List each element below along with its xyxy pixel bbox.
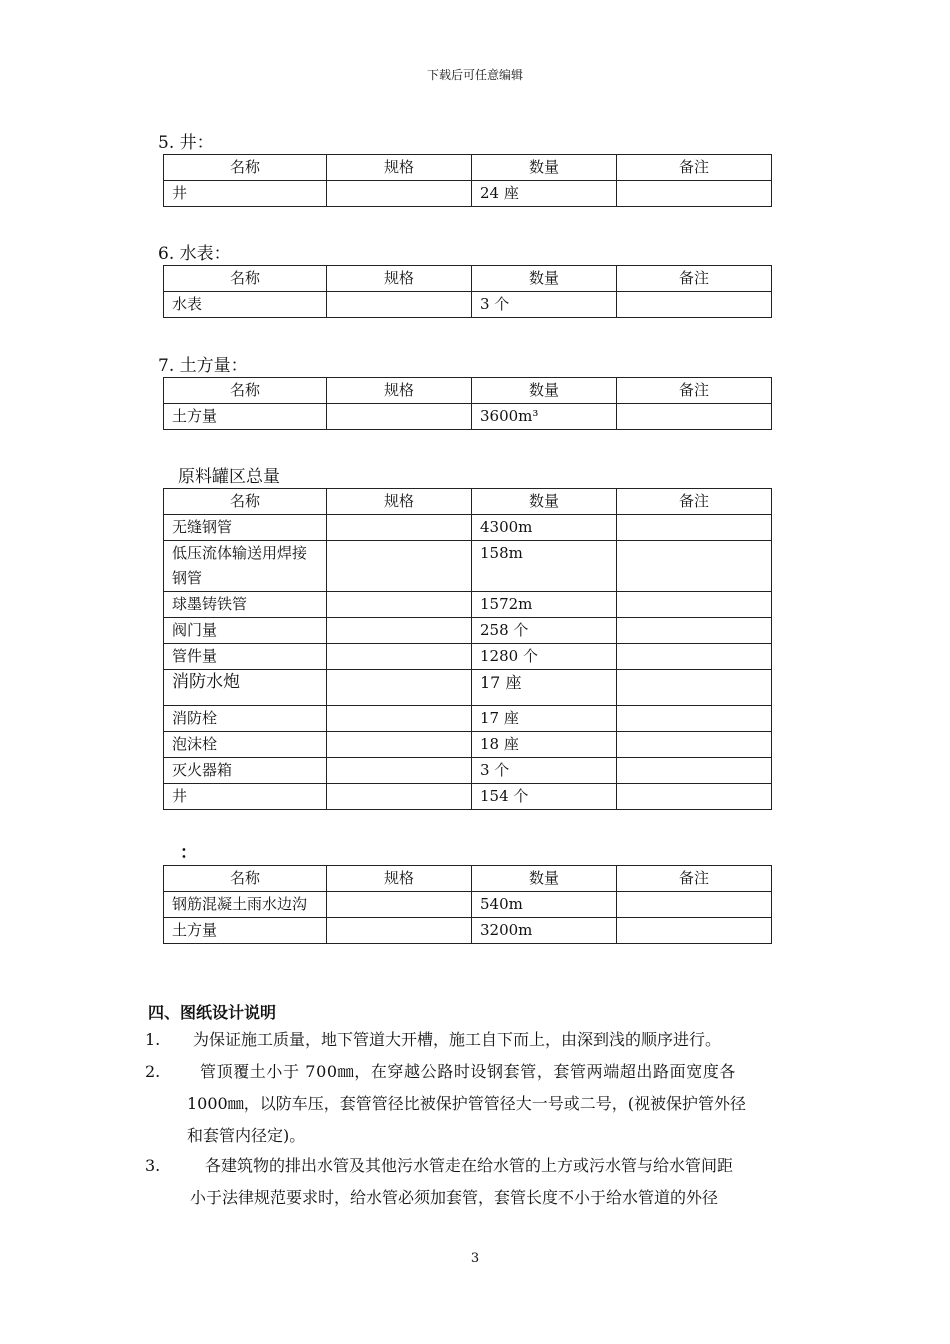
cell-name: 球墨铸铁管 (164, 592, 327, 618)
cell-spec (327, 292, 472, 318)
table-row (164, 784, 772, 810)
item-line: 为保证施工质量，地下管道大开槽，施工自下而上，由深到浅的顺序进行。 (193, 1030, 722, 1049)
cell-name: 井 (164, 181, 327, 207)
table-row (164, 706, 772, 732)
cell-note (617, 732, 772, 758)
header-spec: 规格 (327, 378, 472, 404)
section-title-drainage: ： (180, 843, 197, 863)
cell-spec (327, 784, 472, 810)
cell-spec (327, 918, 472, 944)
header-spec: 规格 (327, 266, 472, 292)
item-line: 小于法律规范要求时，给水管必须加套管，套管长度不小于给水管道的外径 (190, 1188, 719, 1207)
cell-qty: 4300m (472, 515, 617, 541)
cell-name: 低压流体输送用焊接钢管 (164, 541, 327, 592)
page-header: 下载后可任意编辑 (426, 68, 523, 82)
table-header-row (164, 378, 772, 404)
table-row (164, 732, 772, 758)
cell-name: 灭火器箱 (164, 758, 327, 784)
item-line: 和套管内径定)。 (187, 1126, 306, 1145)
cell-qty: 1572m (472, 592, 617, 618)
cell-note (617, 784, 772, 810)
cell-qty: 154 个 (472, 784, 617, 810)
header-spec: 规格 (327, 866, 472, 892)
cell-qty: 3 个 (472, 292, 617, 318)
cell-spec (327, 592, 472, 618)
cell-qty: 1280 个 (472, 644, 617, 670)
table-row (164, 515, 772, 541)
header-note: 备注 (617, 378, 772, 404)
section-title-well: 5. 井： (158, 133, 214, 153)
item-line: 1000㎜，以防车压，套管管径比被保护管管径大一号或二号，(视被保护管外径 (187, 1094, 746, 1113)
header-name: 名称 (164, 489, 327, 515)
header-note: 备注 (617, 266, 772, 292)
cell-name: 消防水炮 (164, 670, 327, 706)
table-header-row (164, 489, 772, 515)
cell-name: 土方量 (164, 404, 327, 430)
cell-spec (327, 758, 472, 784)
table-well (163, 154, 772, 207)
cell-note (617, 541, 772, 592)
section-title-water-meter: 6. 水表： (158, 244, 231, 264)
item-line: 管顶覆土小于 700㎜，在穿越公路时设钢套管，套管两端超出路面宽度各 (200, 1062, 737, 1081)
cell-name: 阀门量 (164, 618, 327, 644)
cell-qty: 24 座 (472, 181, 617, 207)
cell-name: 土方量 (164, 918, 327, 944)
cell-note (617, 181, 772, 207)
cell-qty: 540m (472, 892, 617, 918)
cell-qty: 158m (472, 541, 617, 592)
table-header-row (164, 155, 772, 181)
header-qty: 数量 (472, 378, 617, 404)
header-note: 备注 (617, 489, 772, 515)
cell-note (617, 618, 772, 644)
cell-note (617, 706, 772, 732)
cell-spec (327, 541, 472, 592)
cell-name: 钢筋混凝土雨水边沟 (164, 892, 327, 918)
cell-name: 管件量 (164, 644, 327, 670)
cell-name: 水表 (164, 292, 327, 318)
cell-spec (327, 644, 472, 670)
cell-spec (327, 515, 472, 541)
item-number: 2. (145, 1062, 161, 1081)
page-number: 3 (470, 1251, 480, 1266)
table-row (164, 758, 772, 784)
table-row (164, 918, 772, 944)
item-line: 各建筑物的排出水管及其他污水管走在给水管的上方或污水管与给水管间距 (205, 1156, 734, 1175)
cell-spec (327, 404, 472, 430)
header-note: 备注 (617, 155, 772, 181)
table-water-meter (163, 265, 772, 318)
cell-name: 井 (164, 784, 327, 810)
cell-note (617, 670, 772, 706)
cell-note (617, 404, 772, 430)
cell-note (617, 644, 772, 670)
cell-note (617, 292, 772, 318)
cell-spec (327, 706, 472, 732)
table-row (164, 181, 772, 207)
cell-spec (327, 618, 472, 644)
cell-name: 泡沫栓 (164, 732, 327, 758)
cell-spec (327, 670, 472, 706)
cell-note (617, 918, 772, 944)
cell-note (617, 592, 772, 618)
cell-spec (327, 892, 472, 918)
table-row (164, 404, 772, 430)
cell-spec (327, 181, 472, 207)
cell-note (617, 758, 772, 784)
design-heading: 四、图纸设计说明 (148, 1003, 277, 1022)
cell-qty: 3600m³ (472, 404, 617, 430)
section-title-earthwork: 7. 土方量： (158, 356, 248, 376)
item-number: 1. (145, 1030, 161, 1049)
cell-qty: 3 个 (472, 758, 617, 784)
header-name: 名称 (164, 266, 327, 292)
cell-note (617, 515, 772, 541)
item-number: 3. (145, 1156, 161, 1175)
table-row (164, 292, 772, 318)
cell-name: 消防栓 (164, 706, 327, 732)
table-row (164, 541, 772, 592)
table-row (164, 592, 772, 618)
cell-note (617, 892, 772, 918)
header-qty: 数量 (472, 266, 617, 292)
header-name: 名称 (164, 866, 327, 892)
header-spec: 规格 (327, 489, 472, 515)
header-name: 名称 (164, 378, 327, 404)
table-tank-area-total (163, 488, 772, 810)
table-header-row (164, 266, 772, 292)
table-header-row (164, 866, 772, 892)
header-qty: 数量 (472, 489, 617, 515)
cell-qty: 17 座 (472, 670, 617, 706)
header-spec: 规格 (327, 155, 472, 181)
table-row (164, 670, 772, 706)
header-name: 名称 (164, 155, 327, 181)
cell-qty: 18 座 (472, 732, 617, 758)
header-qty: 数量 (472, 866, 617, 892)
header-qty: 数量 (472, 155, 617, 181)
cell-spec (327, 732, 472, 758)
header-note: 备注 (617, 866, 772, 892)
cell-qty: 258 个 (472, 618, 617, 644)
table-row (164, 644, 772, 670)
cell-name: 无缝钢管 (164, 515, 327, 541)
cell-qty: 17 座 (472, 706, 617, 732)
cell-qty: 3200m (472, 918, 617, 944)
table-row (164, 892, 772, 918)
table-earthwork (163, 377, 772, 430)
table-drainage (163, 865, 772, 944)
section-title-tank-area-total: 原料罐区总量 (178, 467, 280, 487)
table-row (164, 618, 772, 644)
